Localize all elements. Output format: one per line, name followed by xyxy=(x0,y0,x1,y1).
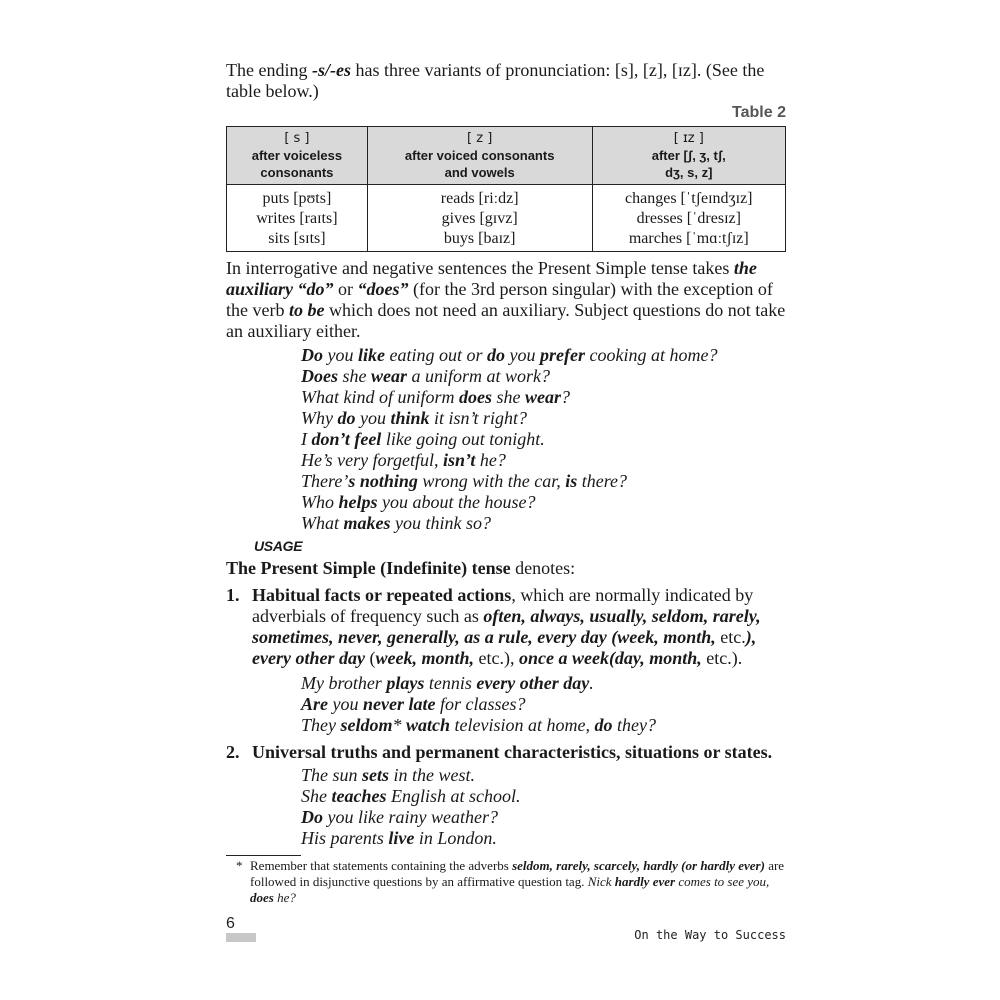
pronunciation-table xyxy=(226,126,786,252)
header-line: after [ʃ, ʒ, tʃ, xyxy=(651,148,726,163)
table-cell-line: changes [ˈtʃeɪndʒɪz] xyxy=(625,190,753,207)
table-cell-line: reads [riːdz] xyxy=(440,190,519,207)
table-cell-line: dresses [ˈdresɪz] xyxy=(636,210,741,227)
example-sentence: Who helps you about the house? xyxy=(301,492,536,512)
table-cell-line: gives [gɪvz] xyxy=(441,210,518,227)
header-iz xyxy=(592,127,785,185)
table-cell-line: sits [sɪts] xyxy=(268,230,326,247)
example-sentence: My brother plays tennis every other day. xyxy=(301,673,594,693)
header-line: consonants xyxy=(260,165,334,180)
emphasis: “does” xyxy=(357,279,409,299)
table-cell-line: puts [pʊts] xyxy=(262,190,332,207)
usage-intro xyxy=(226,558,786,579)
intro-text: The ending xyxy=(226,60,312,80)
header-z xyxy=(367,127,592,185)
usage-item-2 xyxy=(226,742,786,763)
example-sentence: The sun sets in the west. xyxy=(301,765,476,785)
header-line: after voiceless xyxy=(251,148,343,163)
example-sentence: They seldom* watch television at home, do they? xyxy=(301,715,656,735)
example-sentence: Does she wear a uniform at work? xyxy=(301,366,551,386)
intro-ending: -s/-es xyxy=(311,60,351,80)
item-number: 2. xyxy=(226,742,240,762)
usage-item-1: 1. Habitual facts or repeated actions, which are normally indicated by adverbials of frequency such as often, always, usually, seldom, rarely, sometimes, never, generally, as a rule, every day (week, month, etc.), every other day (week, month, etc.), once a week(day, month, etc.). xyxy=(226,585,761,668)
table-cell-line: writes [raɪts] xyxy=(256,210,338,227)
text: or xyxy=(333,279,358,299)
item-number: 1. xyxy=(226,585,240,605)
header-symbol: [ ɪz ] xyxy=(673,131,704,146)
intro-text-2: has three variants of pronunciation: [s], [z], [ɪz]. (See the table below.) xyxy=(226,60,765,101)
example-sentence: His parents live in London. xyxy=(301,828,497,848)
item-heading: Universal truths and permanent characteristics, situations or states. xyxy=(252,742,773,762)
usage-intro-bold: The Present Simple (Indefinite) tense xyxy=(226,558,511,578)
header-line: and vowels xyxy=(444,165,515,180)
example-sentence: What kind of uniform does she wear? xyxy=(301,387,570,407)
emphasis: to be xyxy=(288,300,325,320)
footnote: * Remember that statements containing the adverbs seldom, rarely, scarcely, hardly (or hardly ever) are followed in disjunctive questions by an affirmative question tag. Nick hardly ever comes to see you, does he? xyxy=(236,858,785,905)
text: which does not need an auxiliary. Subject questions do not take an auxiliary either. xyxy=(226,300,786,341)
table-label: Table 2 xyxy=(732,104,786,121)
table-cell-line: buys [baɪz] xyxy=(443,230,516,247)
example-sentence: Why do you think it isn’t right? xyxy=(301,408,528,428)
header-s xyxy=(227,127,368,185)
example-sentence: There’s nothing wrong with the car, is there? xyxy=(301,471,628,491)
examples-habitual xyxy=(301,673,786,736)
text: In interrogative and negative sentences the Present Simple tense takes xyxy=(226,258,734,278)
usage-intro-text: denotes: xyxy=(510,558,576,578)
example-sentence: He’s very forgetful, isn’t he? xyxy=(301,450,506,470)
example-sentence: She teaches English at school. xyxy=(301,786,521,806)
page-content xyxy=(226,60,786,906)
usage-heading: USAGE xyxy=(254,538,303,554)
item-heading: Habitual facts or repeated actions xyxy=(252,585,512,605)
table-header-row xyxy=(227,127,786,185)
table-cell-s xyxy=(227,185,368,252)
example-sentence: Do you like eating out or do you prefer cooking at home? xyxy=(301,345,718,365)
header-symbol: [ s ] xyxy=(284,131,310,146)
page-number: 6 xyxy=(226,915,235,932)
footnote-mark: * xyxy=(236,858,243,873)
page-number-bar xyxy=(226,933,256,942)
auxiliary-paragraph xyxy=(226,258,786,342)
example-sentence: What makes you think so? xyxy=(301,513,491,533)
footnote-divider xyxy=(226,855,301,856)
header-line: after voiced consonants xyxy=(404,148,555,163)
header-symbol: [ z ] xyxy=(467,131,493,146)
examples-truths xyxy=(301,765,786,849)
example-sentence: Are you never late for classes? xyxy=(301,694,526,714)
header-line: dʒ, s, z] xyxy=(665,165,713,180)
examples-questions xyxy=(301,345,786,534)
intro-paragraph xyxy=(226,60,786,102)
table-cell-iz xyxy=(592,185,785,252)
example-sentence: Do you like rainy weather? xyxy=(301,807,498,827)
table-cell-line: marches [ˈmɑːtʃɪz] xyxy=(628,230,749,247)
emphasis: the auxiliary “do” xyxy=(226,258,757,299)
table-cell-z xyxy=(367,185,592,252)
running-footer: On the Way to Success xyxy=(634,928,786,942)
example-sentence: I don’t feel like going out tonight. xyxy=(301,429,545,449)
text: (for the 3rd person singular) with the exception of the verb xyxy=(226,279,773,320)
table-row xyxy=(227,185,786,252)
